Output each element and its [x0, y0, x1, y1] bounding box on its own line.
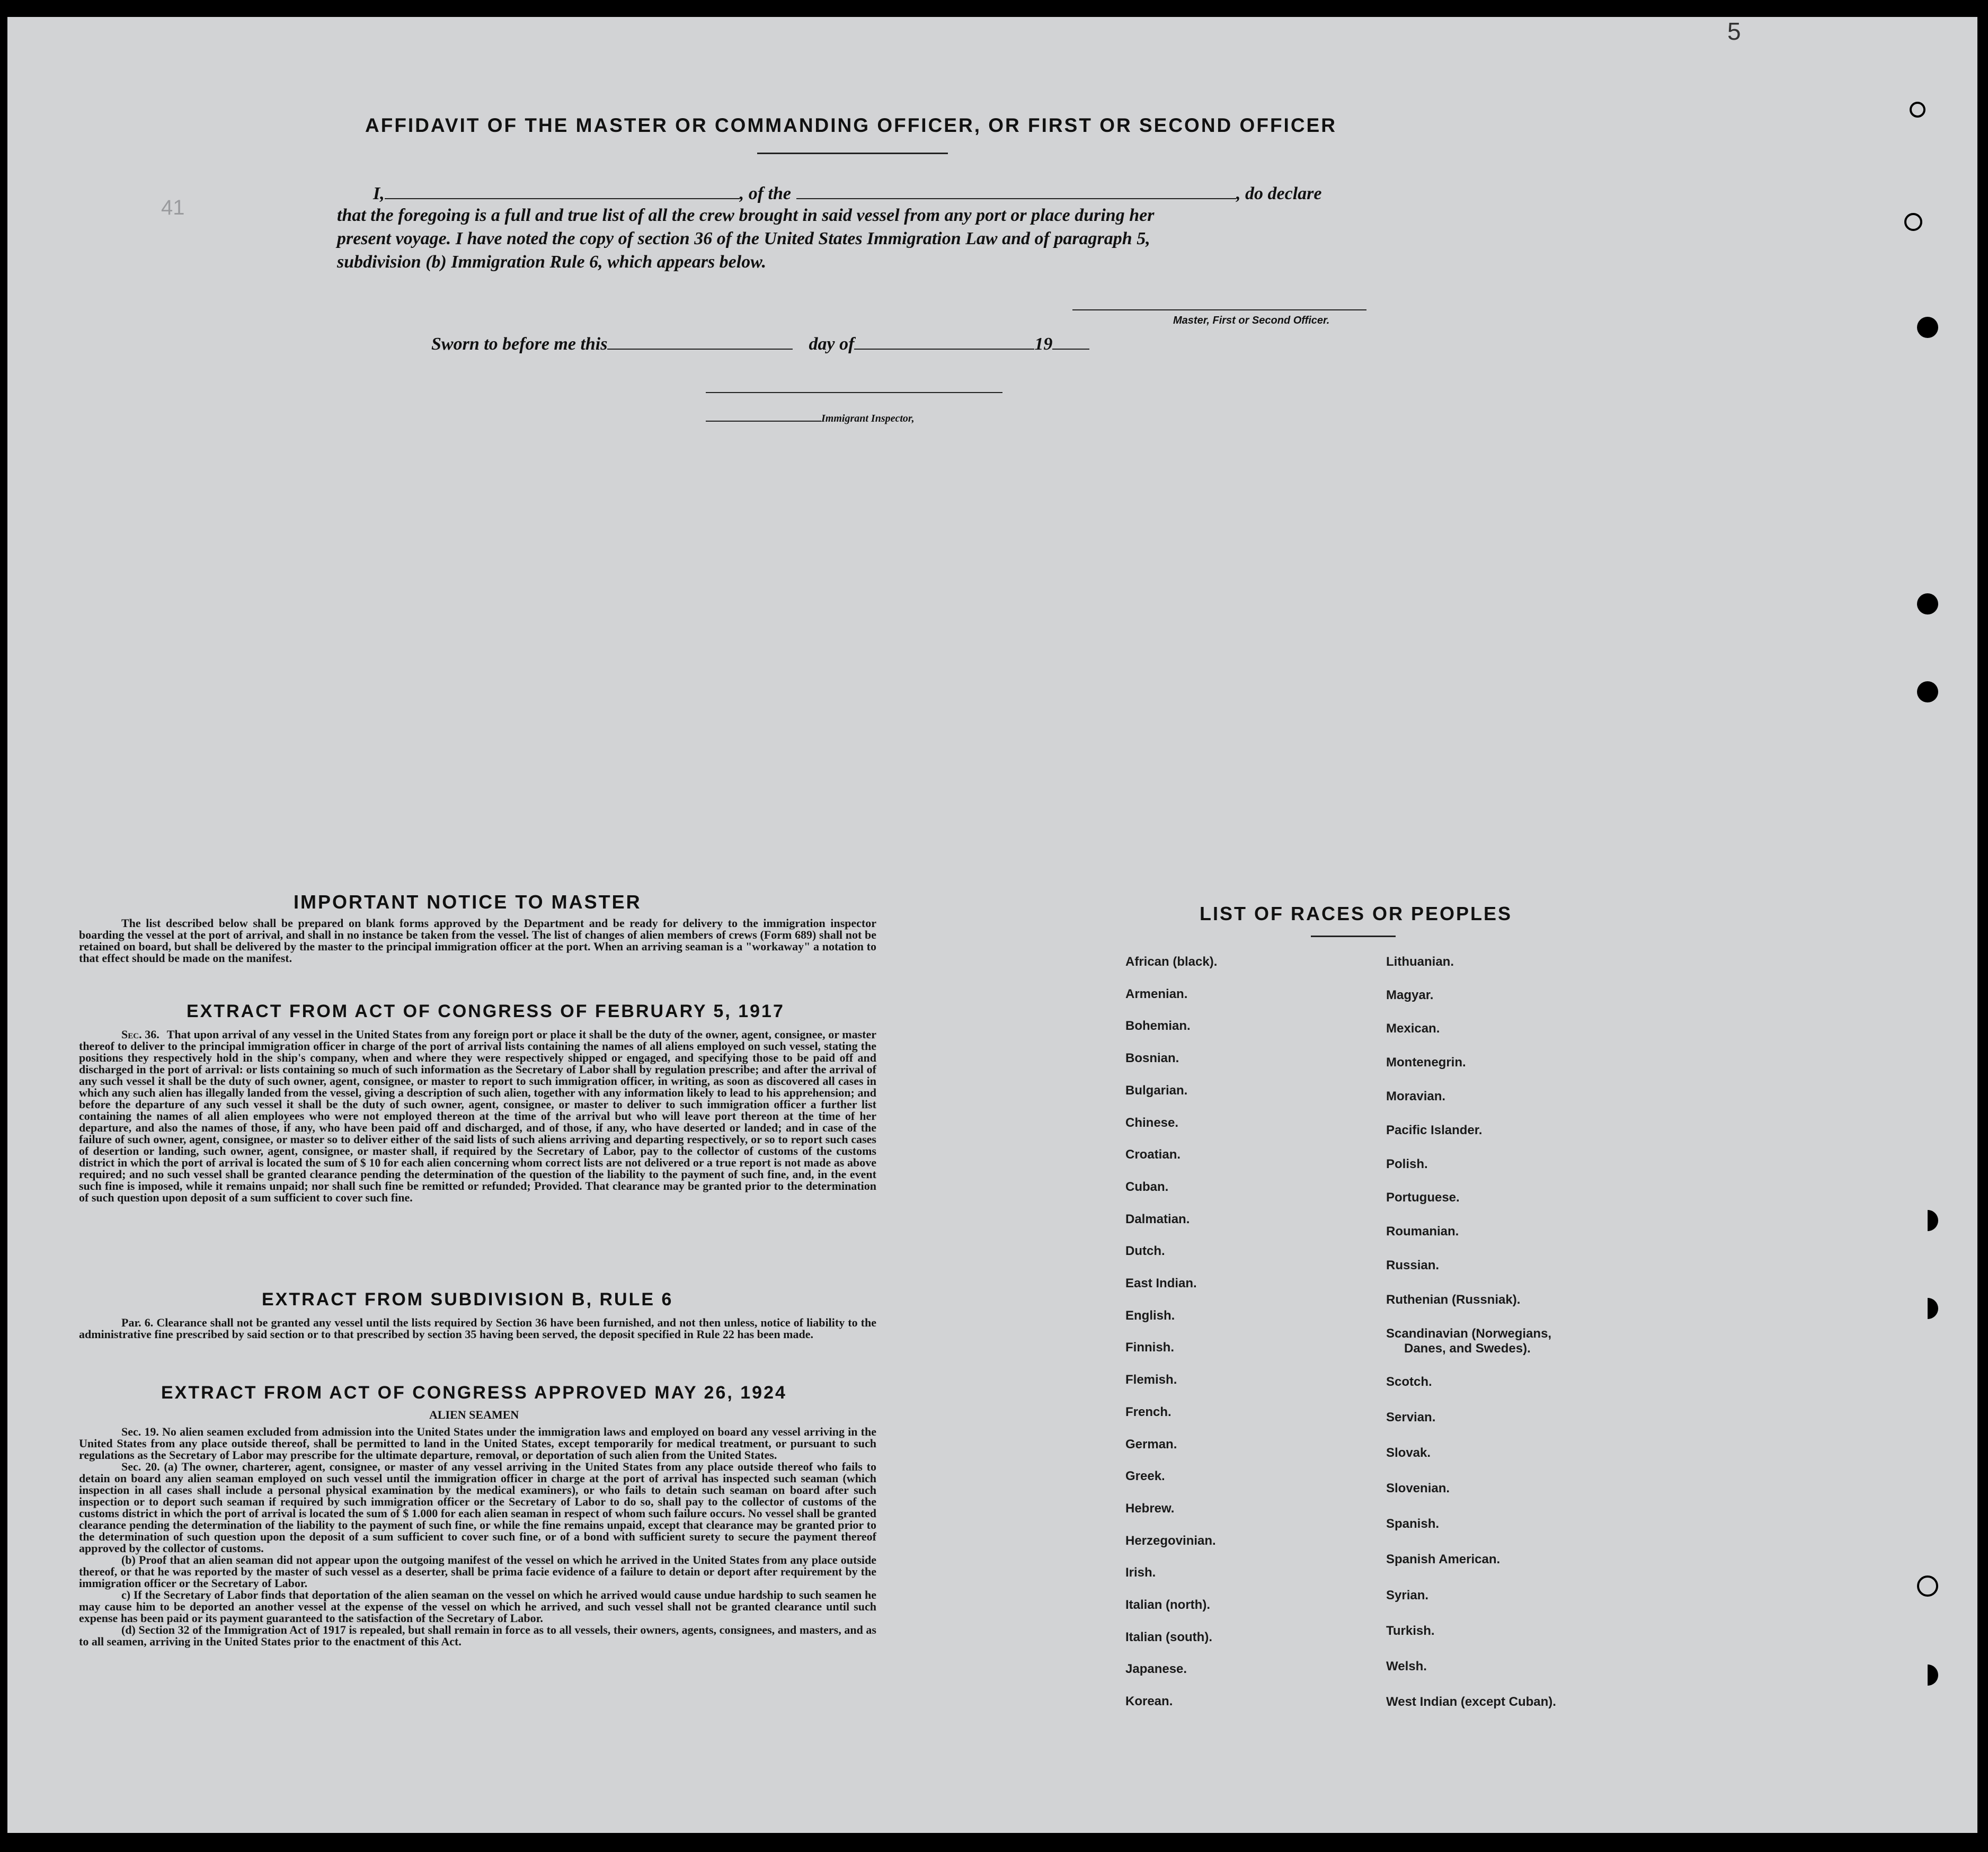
punch-hole — [1917, 593, 1938, 615]
race-item: Scandinavian (Norwegians, — [1386, 1326, 1552, 1341]
race-item: Chinese. — [1125, 1115, 1179, 1130]
vessel-field[interactable] — [796, 182, 1236, 199]
race-item: Servian. — [1386, 1410, 1436, 1424]
sec-20b-paragraph: (b) Proof that an alien seaman did not appear upon the outgoing manifest of the vessel on which he arrived in the United States from any place outside thereof, or that he was reported by the master of such vessel as a deserter, shall be prima facie evidence of a failure to detain or deport after requirement by the immigration officer or the Secretary of Labor. — [79, 1553, 876, 1590]
race-item: Slovenian. — [1386, 1481, 1450, 1495]
race-item: Dalmatian. — [1125, 1212, 1190, 1226]
inspector-label: Immigrant Inspector, — [821, 413, 915, 424]
race-item: Cuban. — [1125, 1179, 1169, 1194]
rule6-paragraph: Par. 6. Clearance shall not be granted any vessel until the lists required by Section 36 have been furnished, and not then unless, notice of liability to the administrative fine prescribed by said section or to that prescribed by section 35 having been served, the deposit specified in Rule 22 has been made. — [79, 1316, 876, 1341]
sec-19-paragraph: Sec. 19. No alien seamen excluded from admission into the United States under the immigration laws and employed on board any vessel arriving in the United States from any place outside thereof, shall be permitted to land in the United States, except temporarily for medical treatment, or pursuant to such regulations as the Secretary of Labor may prescribe for the ultimate departure, removal, or deportation of such alien from the United States. — [79, 1425, 876, 1462]
affidavit-title-rule — [757, 153, 948, 154]
extract-1917-title: EXTRACT FROM ACT OF CONGRESS OF FEBRUARY 5, 1917 — [187, 1001, 785, 1021]
punch-hole — [1917, 681, 1938, 702]
race-item: French. — [1125, 1404, 1172, 1419]
declarant-name-field[interactable] — [385, 182, 740, 199]
race-item: Flemish. — [1125, 1373, 1177, 1387]
race-item: Finnish. — [1125, 1340, 1174, 1355]
race-item: Bulgarian. — [1125, 1083, 1188, 1098]
sec-36-body: That upon arrival of any vessel in the United States from any foreign port or place it shall be the duty of the owner, agent, consignee, or master thereof to deliver to the principal immigration officer in charge of the port of arrival lists containing the names of all aliens employed on such vessel, stating the positions they respectively hold in the ship's company, when and where they were respectively shipped or engaged, and specifying those to be paid off and discharged in the port of arrival: or lists containing so much of such information as the Secretary of Labor shall by regulation prescribe; and after the arrival of any such vessel it shall be the duty of such owner, agent, consignee, or master to report to such immigration officer, in writing, as soon as discovered all cases in which any such alien has illegally landed from the vessel, giving a description of such alien, together with any information likely to lead to his apprehension; and before the departure of any such vessel it shall be the duty of such owner, agent, consignee, or master to deliver to such immigration officer a further list containing the names of all alien employees who were not employed thereon at the time of the arrival but who will leave port thereon at the time of her departure, and also the names of those, if any, who have been paid off and discharged, and of those, if any, who have deserted or landed; and in case of the failure of such owner, agent, consignee, or master so to deliver either of the said lists of such aliens arriving and departing respectively, or so to report such cases of desertion or landing, such owner, agent, consignee, or master shall, if required by the Secretary of Labor, pay to the collector of customs of the customs district in which the port of arrival is located the sum of $ 10 for each alien concerning whom correct lists are not delivered or a true report is not made as above required; and no such vessel shall be granted clearance pending the determination of the question of the liability to the payment of such fine, and, in the event such fine is imposed, while it remains unpaid; nor shall such fine be remitted or refunded; Provided. That clearance may be granted prior to the determination of such question upon deposit of a sum sufficient to cover such fine. — [79, 1028, 876, 1204]
race-item: Armenian. — [1125, 986, 1188, 1001]
punch-hole — [1917, 1575, 1938, 1597]
punch-hole — [1904, 213, 1922, 231]
race-item: Spanish. — [1386, 1517, 1440, 1531]
inspector-signature-line[interactable] — [706, 392, 1002, 393]
races-title-rule — [1311, 936, 1396, 937]
race-item: Irish. — [1125, 1565, 1156, 1580]
sec-20d-paragraph: (d) Section 32 of the Immigration Act of 1917 is repealed, but shall remain in force as to all vessels, their owners, agents, consignees, and masters, and as to all seamen, arriving in the United States prior to the enactment of this Act. — [79, 1623, 876, 1648]
race-item: Herzegovinian. — [1125, 1533, 1216, 1548]
extract-rule6-text — [79, 1317, 876, 1340]
race-item: Danes, and Swedes). — [1404, 1341, 1531, 1356]
punch-hole — [1917, 1298, 1938, 1319]
race-item: Portuguese. — [1386, 1190, 1460, 1205]
race-item: Italian (south). — [1125, 1630, 1212, 1644]
master-signature-line[interactable] — [1072, 309, 1366, 310]
sec-20a-paragraph: Sec. 20. (a) The owner, charterer, agent, consignee, or master of any vessel arriving in the United States from any place outside thereof who fails to detain on board any alien seaman employed on such vessel until the immigration officer in charge at the port of arrival has inspected such seaman (which inspection in all cases shall include a personal physical examination by the medical examiners), or who fails to detain such seaman on board after such inspection or to deport such seaman if required by such immigration officer or the Secretary of Labor to do so, shall pay to the collector of customs of the customs district in which the port of arrival is located the sum of $ 1.000 for each alien seaman in respect of whom such failure occurs. No vessel shall be granted clearance pending the determination of the liability to the payment of such fine, or while the fine remains unpaid, except that clearance may be granted prior to the determination of such question upon the deposit of a sum sufficient to cover such fine, or of a bond with sufficient surety to secure the payment thereof approved by the collector of customs. — [79, 1460, 876, 1555]
sworn-line — [431, 333, 1089, 354]
race-item: Turkish. — [1386, 1624, 1435, 1638]
races-title: LIST OF RACES OR PEOPLES — [1200, 903, 1513, 924]
race-item: Welsh. — [1386, 1659, 1427, 1673]
race-item: African (black). — [1125, 955, 1218, 969]
race-item: English. — [1125, 1308, 1175, 1323]
punch-hole — [1910, 102, 1925, 118]
punch-hole — [1917, 317, 1938, 338]
inspector-name-field[interactable] — [706, 410, 821, 422]
race-item: Hebrew. — [1125, 1501, 1175, 1516]
notice-text — [79, 918, 876, 964]
race-item: Korean. — [1125, 1694, 1173, 1709]
race-item: Bosnian. — [1125, 1051, 1179, 1066]
sworn-year-prefix: 19 — [1034, 334, 1053, 354]
sworn-day-field[interactable] — [607, 333, 793, 350]
race-item: Russian. — [1386, 1258, 1440, 1272]
declaration-line-4: subdivision (b) Immigration Rule 6, which appears below. — [337, 252, 767, 272]
sec-20c-paragraph: c) If the Secretary of Labor finds that deportation of the alien seaman on the vessel on which he arrived would cause undue hardship to such seamen he may cause him to be deported an another vessel at the expense of the vessel on which he arrived, and such vessel shall not be granted clearance until such expense has been paid or its payment guaranteed to the satisfaction of the Secretary of Labor. — [79, 1588, 876, 1625]
race-item: Pacific Islander. — [1386, 1123, 1483, 1137]
sec-36-label: Sec. 36. — [121, 1028, 159, 1041]
corner-number: 5 — [1727, 17, 1741, 45]
race-item: Croatian. — [1125, 1147, 1181, 1162]
race-item: Japanese. — [1125, 1662, 1187, 1677]
race-item: Dutch. — [1125, 1244, 1165, 1259]
notice-paragraph: The list described below shall be prepared on blank forms approved by the Department and be ready for delivery to the immigration inspector boarding the vessel at the port of arrival, and shall in no instance be taken from the vessel. The list of changes of alien members of crews (Form 689) shall not be retained on board, but shall be delivered by the master to the principal immigration officer at the port. When an arriving seaman is a "workaway" a notation to that effect should be made on the manifest. — [79, 916, 876, 965]
race-item: Lithuanian. — [1386, 955, 1454, 969]
master-label: Master, First or Second Officer. — [1173, 315, 1330, 326]
notice-title: IMPORTANT NOTICE TO MASTER — [294, 891, 642, 913]
inspector-line — [706, 410, 915, 425]
race-item: West Indian (except Cuban). — [1386, 1695, 1556, 1709]
race-item: German. — [1125, 1437, 1177, 1452]
sworn-month-field[interactable] — [854, 333, 1034, 350]
sworn-prefix: Sworn to before me this — [431, 334, 608, 354]
affidavit-title: AFFIDAVIT OF THE MASTER OR COMMANDING OFFICER, OR FIRST OR SECOND OFFICER — [365, 114, 1337, 136]
declarant-prefix: I, — [373, 184, 385, 203]
punch-hole — [1917, 1664, 1938, 1686]
punch-hole — [1917, 1210, 1938, 1231]
race-item: Slovak. — [1386, 1446, 1431, 1460]
race-item: Moravian. — [1386, 1089, 1446, 1103]
race-item: Montenegrin. — [1386, 1055, 1466, 1070]
race-item: Polish. — [1386, 1157, 1428, 1171]
declaration-line-3: present voyage. I have noted the copy of section 36 of the United States Immigration Law and of paragraph 5, — [337, 229, 1150, 248]
race-item: East Indian. — [1125, 1276, 1197, 1290]
race-item: Scotch. — [1386, 1375, 1432, 1389]
race-item: Spanish American. — [1386, 1552, 1501, 1566]
declaration-line-2: that the foregoing is a full and true list of all the crew brought in said vessel from any port or place during her — [337, 206, 1155, 225]
bleed-through-digits: 41 — [161, 196, 185, 219]
alien-seamen-subtitle: ALIEN SEAMEN — [429, 1408, 519, 1421]
race-item: Roumanian. — [1386, 1224, 1459, 1239]
race-item: Mexican. — [1386, 1021, 1440, 1036]
race-item: Ruthenian (Russniak). — [1386, 1293, 1521, 1307]
declarant-suffix: , do declare — [1236, 184, 1322, 203]
extract-1924-text — [79, 1426, 876, 1648]
race-item: Magyar. — [1386, 988, 1434, 1002]
race-item: Italian (north). — [1125, 1598, 1210, 1612]
extract-1924-title: EXTRACT FROM ACT OF CONGRESS APPROVED MAY 26, 1924 — [161, 1383, 787, 1403]
race-item: Bohemian. — [1125, 1019, 1191, 1034]
extract-rule6-title: EXTRACT FROM SUBDIVISION B, RULE 6 — [262, 1289, 673, 1310]
sworn-year-field[interactable] — [1052, 333, 1089, 350]
race-item: Greek. — [1125, 1469, 1165, 1484]
document-page — [7, 17, 1977, 1833]
sworn-day-of: day of — [809, 334, 855, 354]
declarant-of-the: , of the — [739, 184, 792, 203]
declaration-line-1 — [373, 182, 1321, 204]
extract-1917-text — [79, 1029, 876, 1204]
race-item: Syrian. — [1386, 1588, 1429, 1602]
